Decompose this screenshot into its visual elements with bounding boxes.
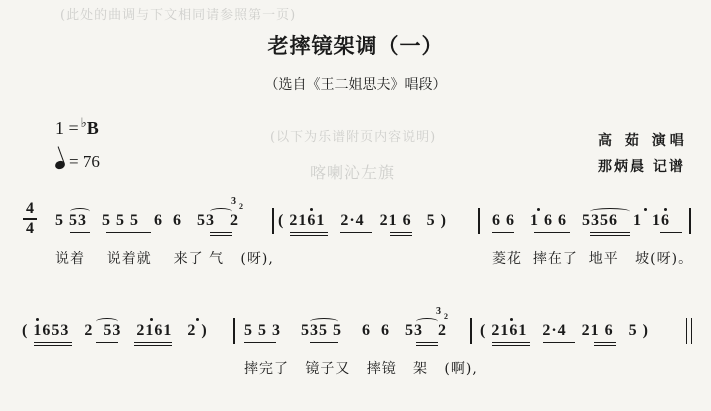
barline — [272, 208, 274, 234]
eighth-underline — [594, 342, 616, 343]
eighth-underline — [340, 232, 372, 233]
key-note: B — [86, 118, 99, 138]
bleed-through-text-mid: 喀喇沁左旗 — [310, 163, 396, 182]
tempo-value: = 76 — [69, 152, 100, 171]
sixteenth-underline — [416, 345, 438, 346]
eighth-underline — [70, 232, 90, 233]
line2-measure3-notes: ( 2161 2·4 21 6 5 ) — [480, 322, 649, 339]
eighth-underline — [543, 342, 575, 343]
quarter-note-icon — [54, 160, 66, 171]
sixteenth-underline — [594, 345, 616, 346]
final-barline — [686, 318, 692, 344]
slur — [590, 208, 630, 215]
slur — [70, 208, 90, 215]
line2-measure2-notes: 5 5 3 535 5 6 6 53 2 — [244, 322, 447, 339]
barline — [689, 208, 691, 234]
flat-icon: ♭ — [80, 115, 87, 130]
line1-measure2-notes: ( 2161 2·4 21 6 5 ) — [278, 212, 447, 229]
grace-note: 3 — [231, 196, 237, 207]
bleed-through-text-top: (此处的曲调与下文相同请参照第一页) — [60, 8, 297, 23]
barline — [478, 208, 480, 234]
key-prefix: 1 = — [55, 118, 79, 138]
high-octave-dot — [664, 208, 667, 211]
eighth-underline — [534, 232, 570, 233]
time-signature — [22, 200, 38, 238]
sixteenth-underline — [390, 235, 412, 236]
eighth-underline — [106, 232, 151, 233]
sixteenth-underline — [34, 345, 72, 346]
sixteenth-underline — [134, 342, 172, 343]
eighth-underline — [210, 232, 232, 233]
sixteenth-underline — [290, 235, 328, 236]
time-signature-top: 4 — [26, 200, 34, 217]
barline — [233, 318, 235, 344]
line1-lyrics-a: 说着 说着就 来了 气 (呀), — [55, 251, 274, 267]
line2-measure1-notes: ( 1653 2 53 2161 2 ) — [22, 322, 208, 339]
sixteenth-underline — [134, 345, 172, 346]
line1-measure1-notes: 5 53 5 5 5 6 6 53 2 — [55, 212, 239, 229]
eighth-underline — [416, 342, 438, 343]
high-octave-dot — [36, 318, 39, 321]
slur — [416, 318, 438, 325]
grace-note-small: 2 — [239, 202, 244, 211]
eighth-underline — [590, 232, 630, 233]
high-octave-dot — [310, 208, 313, 211]
barline — [470, 318, 472, 344]
sixteenth-underline — [210, 235, 232, 236]
line1-measure3-notes: 6 6 1 6 6 5356 1 16 — [492, 212, 670, 229]
grace-note-small: 2 — [444, 312, 449, 321]
sixteenth-underline — [492, 345, 530, 346]
line1-lyrics-b: 菱花 摔在了 地平 坡(呀)。 — [492, 251, 694, 267]
high-octave-dot — [150, 318, 153, 321]
eighth-underline — [96, 342, 118, 343]
eighth-underline — [390, 232, 412, 233]
tempo-marking — [55, 152, 100, 172]
singer-credit: 高 茹 演唱 — [598, 133, 688, 149]
key-signature — [55, 115, 99, 139]
sixteenth-underline — [290, 232, 328, 233]
high-octave-dot — [510, 318, 513, 321]
high-octave-dot — [644, 208, 647, 211]
transcriber-credit: 那炳晨 记谱 — [598, 159, 685, 175]
slur — [96, 318, 118, 325]
time-signature-bottom: 4 — [26, 219, 34, 237]
sixteenth-underline — [34, 342, 72, 343]
high-octave-dot — [537, 208, 540, 211]
eighth-underline — [244, 342, 276, 343]
grace-note: 3 — [436, 306, 442, 317]
line2-lyrics: 摔完了 镜子又 摔镜 架 (啊), — [244, 361, 478, 377]
eighth-underline — [492, 232, 514, 233]
bleed-through-text-mid2: (以下为乐谱附页内容说明) — [270, 130, 437, 145]
song-subtitle: （选自《王二姐思夫》唱段） — [264, 77, 447, 93]
slur — [210, 208, 232, 215]
eighth-underline — [660, 232, 682, 233]
sixteenth-underline — [590, 235, 630, 236]
eighth-underline — [310, 342, 338, 343]
slur — [310, 318, 338, 325]
song-title: 老摔镜架调（一） — [267, 33, 444, 58]
sixteenth-underline — [492, 342, 530, 343]
high-octave-dot — [196, 318, 199, 321]
